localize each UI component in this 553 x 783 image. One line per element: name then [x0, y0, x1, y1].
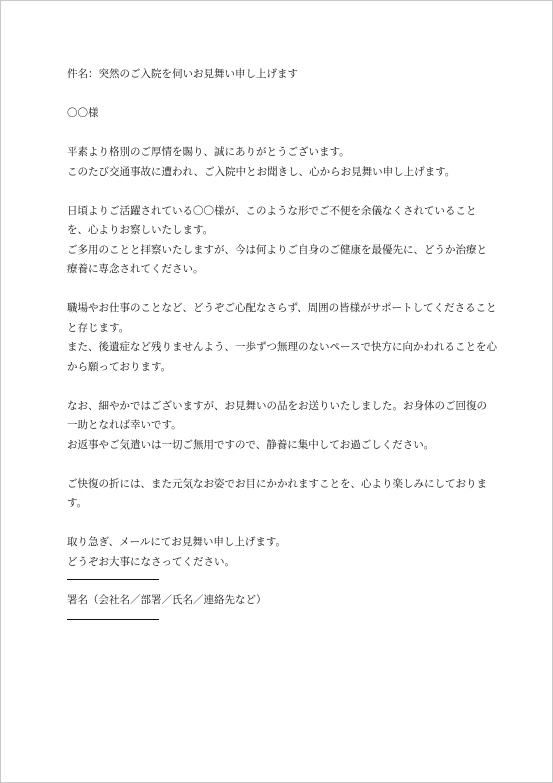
opening-paragraph — [67, 143, 497, 182]
paragraph-3 — [67, 397, 497, 456]
signature-line: 署名（会社名／部署／氏名／連絡先など） — [67, 594, 267, 606]
paragraph-2-sentence: 職場やお仕事のことなど、どうぞご心配なさらず、周囲の皆様がサポートしてくださることと存じます。 — [67, 302, 497, 334]
subject-line: 件名：突然のご入院を伺いお見舞い申し上げます — [67, 68, 298, 80]
subject-block — [67, 65, 497, 85]
opening-line: このたび交通事故に遭われ、ご入院中とお聞きし、心からお見舞い申し上げます。 — [67, 165, 456, 178]
signature-divider-bottom — [67, 619, 159, 620]
signature-divider-top — [67, 579, 159, 580]
paragraph-4-sentence: ご快復の折には、また元気なお姿でお目にかかれますことを、心より楽しみにしております。 — [67, 477, 487, 509]
closing-line: 取り急ぎ、メールにてお見舞い申し上げます。 — [67, 536, 287, 548]
paragraph-1 — [67, 202, 497, 280]
closing-paragraph — [67, 533, 497, 572]
paragraph-4 — [67, 475, 497, 514]
addressee-block — [67, 104, 497, 124]
addressee: 〇〇様 — [67, 107, 99, 119]
paragraph-2 — [67, 299, 497, 377]
opening-line: 平素より格別のご厚情を賜り、誠にありがとうございます。 — [67, 146, 350, 158]
paragraph-3-sentence: なお、細やかではございますが、お見舞いの品をお送りいたしました。お身体のご回復の一助となれば幸いです。 — [67, 399, 487, 431]
paragraph-2-sentence: また、後遺症など残りませんよう、一歩ずつ無理のないペースで快方に向かわれることを心から願っております。 — [67, 341, 497, 373]
paragraph-1-sentence: 日頃よりご活躍されている〇〇様が、このような形でご不便を余儀なくされていることを、心よりお察しいたします。 — [67, 204, 477, 236]
letter-body — [67, 65, 497, 592]
paragraph-1-sentence: ご多用のことと拝察いたしますが、今は何よりご自身のご健康を最優先に、どうか治療と療養に専念されてください。 — [67, 243, 487, 275]
closing-line: どうぞお大事になさってください。 — [67, 555, 235, 568]
paragraph-3-sentence: お返事やご気遣いは一切ご無用ですので、静養に集中してお過ごしください。 — [67, 438, 435, 451]
